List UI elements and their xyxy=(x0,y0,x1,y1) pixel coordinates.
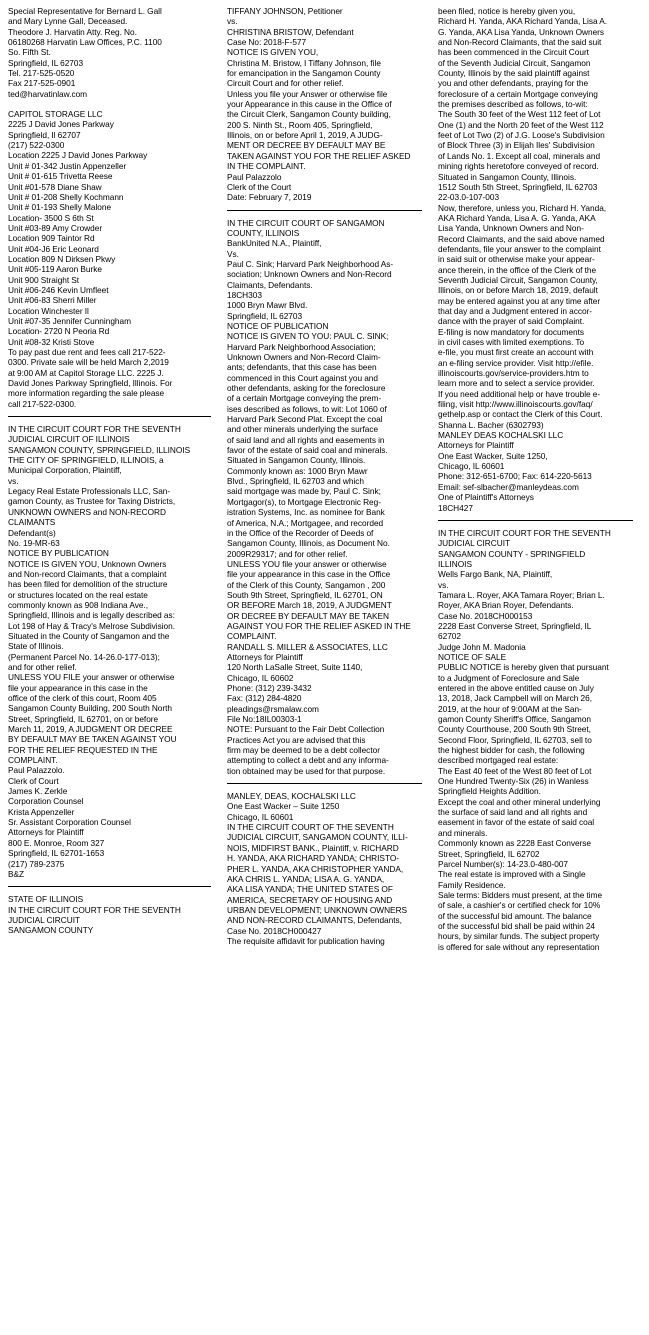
notice-line: Unit #04-J6 Eric Leonard xyxy=(8,243,99,254)
legal-notice xyxy=(8,6,211,99)
notice-line: e-file, you must first create an account with xyxy=(438,347,594,358)
notice-line: AGAINST YOU FOR THE RELIEF ASKED IN THE xyxy=(227,620,411,631)
notice-line: H. YANDA, AKA RICHARD YANDA; CHRISTO- xyxy=(227,853,400,864)
notice-line: Sangamon County Building, 200 South North xyxy=(8,703,173,714)
notice-line: TAKEN AGAINST YOU FOR THE RELIEF ASKED xyxy=(227,150,411,161)
notice-line: Practices Act you are advised that this xyxy=(227,734,366,745)
notice-line: 2228 East Converse Street, Springfield, IL xyxy=(438,620,592,631)
notice-line: Unit #05-119 Aaron Burke xyxy=(8,264,102,275)
notice-line: sociation; Unknown Owners and Non-Record xyxy=(227,269,392,280)
notice-line: Springfield Heights Addition. xyxy=(438,786,541,797)
notice-line: NOTICE IS GIVEN TO YOU: PAUL C. SINK; xyxy=(227,331,389,342)
notice-line: you and other defendants, praying for the xyxy=(438,78,589,89)
notice-line: IN THE CIRCUIT COURT FOR THE SEVENTH xyxy=(438,527,611,538)
notice-line: Unit #08-32 Kristi Stove xyxy=(8,336,95,347)
notice-line: Family Residence. xyxy=(438,879,506,890)
notice-line: THE CITY OF SPRINGFIELD, ILLINOIS, a xyxy=(8,455,164,466)
notice-line: Unit # 01-342 Justin Appenzeller xyxy=(8,160,127,171)
notice-line: has been commenced in the Circuit Court xyxy=(438,47,589,58)
notice-line: more information regarding the sale please xyxy=(8,388,165,399)
notice-divider xyxy=(227,210,422,211)
notice-line: One Hundred Twenty-Six (26) in Wanless xyxy=(438,776,589,787)
notice-line: ises described as follows, to wit: Lot 1060 of xyxy=(227,403,387,414)
notice-line: Unit #03-89 Amy Crowder xyxy=(8,222,103,233)
notice-line: pleadings@rsmalaw.com xyxy=(227,703,319,714)
notice-line: One East Wacker, Suite 1250, xyxy=(438,450,548,461)
notice-divider xyxy=(438,520,633,521)
notice-line: Municipal Corporation, Plaintiff, xyxy=(8,465,122,476)
notice-line: SANGAMON COUNTY - SPRINGFIELD xyxy=(438,548,586,559)
notice-line: IN THE CIRCUIT COURT OF SANGAMON xyxy=(227,217,385,228)
notice-line: vs. xyxy=(227,16,238,27)
notice-line: Chicago, IL 60602 xyxy=(227,672,294,683)
notice-column-2 xyxy=(219,6,430,1329)
notice-line: gamon County, as Trustee for Taxing Districts, xyxy=(8,496,176,507)
notice-line: Claimants, Defendants. xyxy=(227,279,313,290)
notice-line: AKA LISA YANDA; THE UNITED STATES OF xyxy=(227,884,393,895)
notice-line: 06180268 Harvatin Law Offices, P.C. 1100 xyxy=(8,37,162,48)
notice-line: illinoiscourts.gov/service-providers.htm to xyxy=(438,368,589,379)
notice-line: NOTICE IS GIVEN YOU, Unknown Owners xyxy=(8,558,167,569)
notice-line: Shanna L. Bacher (6302793) xyxy=(438,419,544,430)
notice-line: Illinois, on or before April 1, 2019, A JUDG- xyxy=(227,130,383,141)
notice-line: STATE OF ILLINOIS xyxy=(8,894,84,905)
notice-line: One (1) and the North 20 feet of the West 112 xyxy=(438,119,604,130)
notice-line: JUDICIAL CIRCUIT, SANGAMON COUNTY, ILLI- xyxy=(227,832,408,843)
notice-line: (Permanent Parcel No. 14-26.0-177-013); xyxy=(8,651,160,662)
notice-line: 22-03.0-107-003 xyxy=(438,192,500,203)
notice-line: and other minerals underlying the surface xyxy=(227,424,379,435)
notice-line: has been filed for demolition of the structure xyxy=(8,579,168,590)
notice-line: at 9:00 AM at Capitol Storage LLC. 2225 J. xyxy=(8,367,164,378)
notice-line: AKA CHRIS L. YANDA; LISA A. G. YANDA, xyxy=(227,873,385,884)
notice-line: RANDALL S. MILLER & ASSOCIATES, LLC xyxy=(227,641,388,652)
notice-line: UNLESS YOU file your answer or otherwise xyxy=(227,558,387,569)
notice-line: file your appearance in this case in the Office xyxy=(227,569,391,580)
notice-line: Defendant(s) xyxy=(8,527,56,538)
notice-divider xyxy=(227,783,422,784)
notice-line: Special Representative for Bernard L. Gall xyxy=(8,6,162,16)
notice-line: filing, visit http://www.illinoiscourts.gov/faq/ xyxy=(438,399,593,410)
notice-line: the premises described as follows, to-wit: xyxy=(438,99,588,110)
notice-line: Case No. 2018CH000427 xyxy=(227,925,322,936)
notice-line: URBAN DEVELOPMENT; UNKNOWN OWNERS xyxy=(227,904,408,915)
notice-line: One East Wacker – Suite 1250 xyxy=(227,801,340,812)
notice-line: an e-filing service provider. Visit http://efile. xyxy=(438,357,594,368)
notice-line: office of the clerk of this court, Room 405 xyxy=(8,693,157,703)
notice-line: Vs. xyxy=(227,248,239,259)
notice-line: of the Clerk of this County, Sangamon , 200 xyxy=(227,579,386,590)
notice-line: Chicago, IL 60601 xyxy=(438,461,505,472)
notice-line: SANGAMON COUNTY xyxy=(8,925,94,936)
notice-line: CHRISTINA BRISTOW, Defendant xyxy=(227,26,354,37)
notice-line: The real estate is improved with a Single xyxy=(438,869,586,880)
notice-line: Case No. 2018CH000153 xyxy=(438,610,533,621)
notice-line: CLAIMANTS xyxy=(8,517,56,528)
notice-line: IN THE CIRCUIT COURT OF THE SEVENTH xyxy=(227,822,394,833)
notice-line: OR DECREE BY DEFAULT MAY BE TAKEN xyxy=(227,610,389,621)
notice-line: Location- 3500 S 6th St xyxy=(8,212,94,223)
notice-line: Location- 2720 N Peoria Rd xyxy=(8,326,110,337)
notice-line: If you need additional help or have trouble e- xyxy=(438,388,601,399)
notice-line: County, Illinois by the said plaintiff against xyxy=(438,68,590,79)
notice-line: gamon County Sheriff's Office, Sangamon xyxy=(438,714,592,725)
notice-line: the Circuit Clerk, Sangamon County building, xyxy=(227,109,391,120)
notice-line: learn more and to select a service provider. xyxy=(438,378,595,389)
notice-line: described mortgaged real estate: xyxy=(438,755,559,766)
notice-line: of America, N.A.; Mortgagee, and recorded xyxy=(227,517,384,528)
notice-line: Unit # 01-193 Shelly Malone xyxy=(8,202,112,213)
notice-line: favor of the estate of said coal and minerals. xyxy=(227,445,388,456)
notice-line: Unit #06-83 Sherri Miller xyxy=(8,295,97,306)
notice-line: Street, Springfield, IL 62702 xyxy=(438,848,540,859)
notice-line: (217) 789-2375 xyxy=(8,858,65,869)
notice-line: JUDICIAL CIRCUIT OF ILLINOIS xyxy=(8,434,130,445)
notice-line: MANLEY, DEAS, KOCHALSKI LLC xyxy=(227,791,356,802)
notice-line: firm may be deemed to be a debt collector xyxy=(227,745,380,756)
notice-line: JUDICIAL CIRCUIT xyxy=(438,538,511,549)
notice-line: other defendants, asking for the foreclosure xyxy=(227,383,386,394)
notice-line: B&Z xyxy=(8,868,25,879)
notice-line: Phone: (312) 239-3432 xyxy=(227,683,312,693)
notice-line: FOR THE RELIEF REQUESTED IN THE xyxy=(8,744,158,755)
notice-line: Location 2225 J David Jones Parkway xyxy=(8,150,148,161)
notice-line: Harvard Park Second Plat. Except the coal xyxy=(227,414,383,425)
notice-line: G. Yanda, AKA Lisa Yanda, Unknown Owners xyxy=(438,26,605,37)
notice-line: foreclosure of a certain Mortgage conveying xyxy=(438,88,598,99)
notice-spacer xyxy=(8,99,211,109)
notice-line: Commonly known as: 1000 Bryn Mawr xyxy=(227,465,368,476)
notice-line: Legacy Real Estate Professionals LLC, San- xyxy=(8,486,171,497)
notice-line: in the Office of the Recorder of Deeds of xyxy=(227,527,374,538)
notice-line: feet of Lot Two (2) of J.G. Loose's Subdivision xyxy=(438,130,605,141)
notice-line: of Lands No. 1. Except all coal, minerals and xyxy=(438,150,601,161)
notice-line: of the Seventh Judicial Circuit, Sangamon xyxy=(438,57,591,68)
notice-line: 13, 2018, Jack Campbell will on March 26, xyxy=(438,693,593,704)
notice-line: MENT OR DECREE BY DEFAULT MAY BE xyxy=(227,140,386,151)
legal-notice xyxy=(8,424,211,879)
notice-line: or structures located on the real estate xyxy=(8,589,148,600)
notice-line: Clerk of the Court xyxy=(227,181,292,192)
notice-line: AND NON-RECORD CLAIMANTS, Defendants, xyxy=(227,915,402,926)
notice-line: BY DEFAULT MAY BE TAKEN AGAINST YOU xyxy=(8,734,177,745)
notice-line: hours, by similar funds. The subject property xyxy=(438,931,600,942)
notice-line: Springfield, Illinois and is legally described as: xyxy=(8,610,175,621)
notice-line: that day and a Judgment entered in accor- xyxy=(438,305,593,316)
notice-line: Location 909 Taintor Rd xyxy=(8,233,95,244)
notice-line: Now, therefore, unless you, Richard H. Yanda, xyxy=(438,202,607,213)
notice-line: defendants, file your answer to the complaint xyxy=(438,243,601,254)
notice-line: Paul Palazzolo xyxy=(227,171,282,182)
notice-line: Springfield, IL 62703 xyxy=(8,57,84,68)
notice-line: Krista Appenzeller xyxy=(8,806,75,817)
notice-line: Theodore J. Harvatin Atty. Reg. No. xyxy=(8,26,137,37)
notice-line: gethelp.asp or contact the Clerk of this Court. xyxy=(438,409,603,420)
notice-line: Email: sef-slbacher@manleydeas.com xyxy=(438,481,579,492)
notice-line: of sale, a cashier's or certified check for 10% xyxy=(438,900,601,911)
legal-notice xyxy=(227,6,422,203)
notice-line: entered in the above entitled cause on July xyxy=(438,683,594,693)
notice-line: Wells Fargo Bank, NA, Plaintiff, xyxy=(438,569,553,580)
notice-line: Circuit Court and for other relief. xyxy=(227,78,344,89)
notice-line: Paul C. Sink; Harvard Park Neighborhood As- xyxy=(227,258,394,269)
notice-line: Corporation Counsel xyxy=(8,796,84,807)
notice-line: 2225 J David Jones Parkway xyxy=(8,119,114,130)
notice-line: Springfield, Il 62707 xyxy=(8,129,81,140)
notice-line: AKA Richard Yanda, Lisa A. G. Yanda, AKA xyxy=(438,212,596,223)
notice-line: Situated in Sangamon County, Illinois. xyxy=(227,455,366,466)
notice-line: of the successful bid amount. The balance xyxy=(438,910,592,921)
notice-line: To pay past due rent and fees call 217-522- xyxy=(8,347,166,357)
notice-line: 62702 xyxy=(438,631,461,642)
notice-line: Commonly known as 2228 East Converse xyxy=(438,838,592,849)
legal-notice xyxy=(438,6,633,513)
notice-line: JUDICIAL CIRCUIT xyxy=(8,914,81,925)
notice-line: James K. Zerkle xyxy=(8,786,68,797)
legal-notice xyxy=(227,218,422,777)
notice-line: No. 19-MR-63 xyxy=(8,537,60,548)
notice-line: Phone: 312-651-6700; Fax: 614-220-5613 xyxy=(438,471,592,482)
notice-line: istration Systems, Inc. as nominee for Bank xyxy=(227,507,385,518)
notice-line: One of Plaintiff's Attorneys xyxy=(438,492,534,503)
notice-line: the highest bidder for cash, the following xyxy=(438,745,585,756)
notice-line: and Non-record Claimants, that a complaint xyxy=(8,568,167,579)
notice-line: Tamara L. Royer, AKA Tamara Royer; Brian L. xyxy=(438,589,605,600)
notice-line: PUBLIC NOTICE is hereby given that pursuant xyxy=(438,662,609,673)
notice-line: COUNTY, ILLINOIS xyxy=(227,227,300,238)
notice-line: ants; defendants, that this case has been xyxy=(227,362,377,373)
notice-line: of the successful bid shall be paid within 24 xyxy=(438,920,596,931)
notice-line: Unit #06-246 Kevin Umfleet xyxy=(8,284,109,295)
notice-line: Attorneys for Plaintiff xyxy=(438,440,514,451)
notice-line: 18CH303 xyxy=(227,289,262,300)
notice-divider xyxy=(8,886,211,887)
notice-line: attempting to collect a debt and any informa- xyxy=(227,755,389,766)
notice-line: OR BEFORE March 18, 2019, A JUDGMENT xyxy=(227,600,392,611)
notice-line: State of Illinois. xyxy=(8,641,64,652)
notice-line: commonly known as 908 Indiana Ave., xyxy=(8,599,148,610)
notice-line: and for other relief. xyxy=(8,661,77,672)
notice-line: Lisa Yanda, Unknown Owners and Non- xyxy=(438,223,584,234)
notice-line: tion obtained may be used for that purpose. xyxy=(227,765,386,776)
notice-line: mining rights heretofore conveyed of record. xyxy=(438,161,599,172)
notice-line: Situated in Sangamon County, Illinois. xyxy=(438,171,577,182)
notice-line: Judge John M. Madonia xyxy=(438,641,526,652)
notice-line: COMPLAINT. xyxy=(227,631,277,642)
notice-line: Illinois, on or before March 18, 2019, default xyxy=(438,285,598,296)
notice-line: File No:18IL00303-1 xyxy=(227,714,302,725)
notice-line: Springfield, IL 62703 xyxy=(227,310,303,321)
legal-notice xyxy=(438,528,633,952)
notice-line: of a certain Mortgage conveying the prem- xyxy=(227,393,382,404)
notice-line: to a Judgment of Foreclosure and Sale xyxy=(438,672,580,683)
notice-line: Attorneys for Plaintiff xyxy=(227,651,303,662)
notice-line: and Mary Lynne Gall, Deceased. xyxy=(8,16,128,27)
notice-line: Record Claimants, and the said above named xyxy=(438,233,605,244)
notice-line: County Courthouse, 200 South 9th Street, xyxy=(438,724,591,735)
notice-line: Unit 900 Straight St xyxy=(8,274,80,285)
notice-divider xyxy=(8,416,211,417)
notice-line: vs. xyxy=(438,579,449,590)
notice-line: Unit # 01-208 Shelly Kochmann xyxy=(8,191,124,202)
notice-line: Date: February 7, 2019 xyxy=(227,192,312,203)
notice-line: Parcel Number(s): 14-23.0-480-007 xyxy=(438,858,569,869)
notice-line: Attorneys for Plaintiff xyxy=(8,827,84,838)
notice-line: March 11, 2019, A JUDGMENT OR DECREE xyxy=(8,724,173,735)
notice-line: AMERICA, SECRETARY OF HOUSING AND xyxy=(227,894,393,905)
notice-line: Richard H. Yanda, AKA Richard Yanda, Lisa A. xyxy=(438,16,608,27)
notice-line: easement in favor of the estate of said coal xyxy=(438,817,595,828)
notice-line: for emancipation in the Sangamon County xyxy=(227,68,381,79)
notice-line: The East 40 feet of the West 80 feet of Lot xyxy=(438,765,592,776)
notice-line: 2019, at the hour of 9:00AM at the San- xyxy=(438,703,582,714)
notice-line: your Appearance in this cause in the Office of xyxy=(227,99,392,110)
notice-line: Situated in the County of Sangamon and the xyxy=(8,630,170,641)
notice-line: IN THE CIRCUIT COURT FOR THE SEVENTH xyxy=(8,424,181,435)
notice-line: and Non-Record Claimants, that the said suit xyxy=(438,37,602,48)
notice-line: been filed, notice is hereby given you, xyxy=(438,6,576,16)
notice-line: MANLEY DEAS KOCHALSKI LLC xyxy=(438,430,564,441)
notice-line: TIFFANY JOHNSON, Petitioner xyxy=(227,6,343,16)
legal-notice xyxy=(8,109,211,409)
notice-line: vs. xyxy=(8,475,19,486)
notice-line: 120 North LaSalle Street, Suite 1140, xyxy=(227,662,363,673)
notice-line: SANGAMON COUNTY, SPRINGFIELD, ILLINOIS xyxy=(8,444,191,455)
notice-line: Second Floor, Springfield, IL 62703, sell to xyxy=(438,734,592,745)
notice-line: of Block Three (3) in Elijah Iles' Subdivision xyxy=(438,140,595,151)
notice-line: Location 809 N Dirksen Pkwy xyxy=(8,253,116,264)
notice-line: (217) 522-0300 xyxy=(8,140,65,151)
notice-line: the surface of said land and all rights and xyxy=(438,807,588,818)
notice-line: ted@harvatinlaw.com xyxy=(8,88,88,99)
notice-line: and minerals. xyxy=(438,827,488,838)
notice-line: 1512 South 5th Street, Springfield, IL 62703 xyxy=(438,181,598,192)
notice-line: Sr. Assistant Corporation Counsel xyxy=(8,817,131,828)
notice-line: South 9th Street, Springfield, IL 62701, ON xyxy=(227,589,383,600)
notice-line: Fax 217-525-0901 xyxy=(8,78,76,89)
notice-line: Seventh Judicial Circuit, Sangamon County, xyxy=(438,274,598,285)
notice-line: NOTICE OF PUBLICATION xyxy=(227,320,329,331)
notice-column-3 xyxy=(430,6,641,1329)
notice-line: Case No: 2018-F-577 xyxy=(227,37,307,48)
notice-line: UNKNOWN OWNERS and NON-RECORD xyxy=(8,506,167,517)
notice-line: NOTICE OF SALE xyxy=(438,651,507,662)
notice-line: Except the coal and other mineral underlying xyxy=(438,796,601,807)
notice-line: NOIS, MIDFIRST BANK., Plaintiff, v. RICHARD xyxy=(227,842,399,853)
notice-line: Location Winchester Il xyxy=(8,305,89,316)
notice-line: Mortgagor(s), to Mortgage Electronic Reg- xyxy=(227,496,381,507)
notice-column-1 xyxy=(8,6,219,1329)
notice-line: IN THE CIRCUIT COURT FOR THE SEVENTH xyxy=(8,904,181,915)
notice-line: Clerk of Court xyxy=(8,775,59,786)
notice-line: COMPLAINT. xyxy=(8,755,58,766)
notice-line: Blvd., Springfield, IL 62703 and which xyxy=(227,476,365,487)
notice-line: Unit #01-578 Diane Shaw xyxy=(8,181,102,192)
notice-line: Paul Palazzolo. xyxy=(8,765,65,776)
notice-line: Unit #07-35 Jennifer Cunningham xyxy=(8,315,131,326)
notice-line: UNLESS YOU FILE your answer or otherwise xyxy=(8,672,175,683)
notice-line: call 217-522-0300. xyxy=(8,398,77,409)
notice-line: PHER L. YANDA, AKA CHRISTOPHER YANDA, xyxy=(227,863,404,874)
notice-line: said mortgage was made by, Paul C. Sink; xyxy=(227,486,381,497)
notice-line: Lot 198 of Hay & Tracy's Melrose Subdivision. xyxy=(8,620,176,631)
notice-line: Unless you file your Answer or otherwise file xyxy=(227,88,388,99)
legal-notice xyxy=(8,894,211,935)
notice-line: Street, Springfield, IL 62701, on or before xyxy=(8,713,159,724)
notice-line: 18CH427 xyxy=(438,502,473,513)
notice-line: commenced in this Court against you and xyxy=(227,372,378,383)
notice-line: Harvard Park Neighborhood Association; xyxy=(227,341,376,352)
notice-line: Royer, AKA Brian Royer, Defendants. xyxy=(438,600,574,611)
notice-line: Unit # 01-615 Trivetta Reese xyxy=(8,171,113,182)
notice-line: in said suit or otherwise make your appear- xyxy=(438,254,595,265)
notice-line: 200 S. Ninth St., Room 405, Springfield, xyxy=(227,119,373,130)
notice-line: dance with the prayer of said Complaint. xyxy=(438,316,585,327)
notice-line: Chicago, IL 60601 xyxy=(227,811,294,822)
notice-line: may be entered against you at any time after xyxy=(438,295,601,306)
notice-line: Sangamon County, Illinois, as Document No. xyxy=(227,538,390,549)
notice-line: 2009R29317; and for other relief. xyxy=(227,548,348,559)
notice-line: Tel. 217-525-0520 xyxy=(8,68,75,79)
notice-line: of said land and all rights and easements in xyxy=(227,434,385,445)
notice-line: ILLINOIS xyxy=(438,558,472,569)
notice-line: NOTE: Pursuant to the Fair Debt Collection xyxy=(227,724,385,735)
notice-line: 0300. Private sale will be held March 2,2019 xyxy=(8,357,169,368)
notice-line: BankUnited N.A., Plaintiff, xyxy=(227,238,322,249)
notice-line: is offered for sale without any representation xyxy=(438,941,600,952)
notice-line: Fax: (312) 284-4820 xyxy=(227,693,302,704)
notice-line: in civil cases with limited exemptions. To xyxy=(438,337,585,347)
notice-line: Springfield, IL 62701-1653 xyxy=(8,848,105,859)
notice-line: Christina M. Bristow, I Tiffany Johnson, file xyxy=(227,57,381,68)
notice-line: file your appearance in this case in the xyxy=(8,682,148,693)
notice-line: So. Fifth St. xyxy=(8,47,51,58)
notice-line: IN THE COMPLAINT. xyxy=(227,161,306,172)
notice-line: David Jones Parkway Springfield, Illinois. For xyxy=(8,378,173,389)
notice-line: CAPITOL STORAGE LLC xyxy=(8,109,103,120)
notice-line: NOTICE IS GIVEN YOU, xyxy=(227,47,319,58)
notice-line: NOTICE BY PUBLICATION xyxy=(8,548,109,559)
notice-line: Sale terms: Bidders must present, at the time xyxy=(438,889,603,900)
notice-line: 800 E. Monroe, Room 327 xyxy=(8,837,105,848)
notice-line: The South 30 feet of the West 112 feet of Lot xyxy=(438,109,601,120)
notice-line: The requisite affidavit for publication having xyxy=(227,935,385,946)
notice-line: Unknown Owners and Non-Record Claim- xyxy=(227,352,381,362)
notice-line: ance therein, in the office of the Clerk of the xyxy=(438,264,597,275)
notice-line: E-filing is now mandatory for documents xyxy=(438,326,585,337)
notice-line: 1000 Bryn Mawr Blvd. xyxy=(227,300,308,311)
legal-notice xyxy=(227,791,422,946)
